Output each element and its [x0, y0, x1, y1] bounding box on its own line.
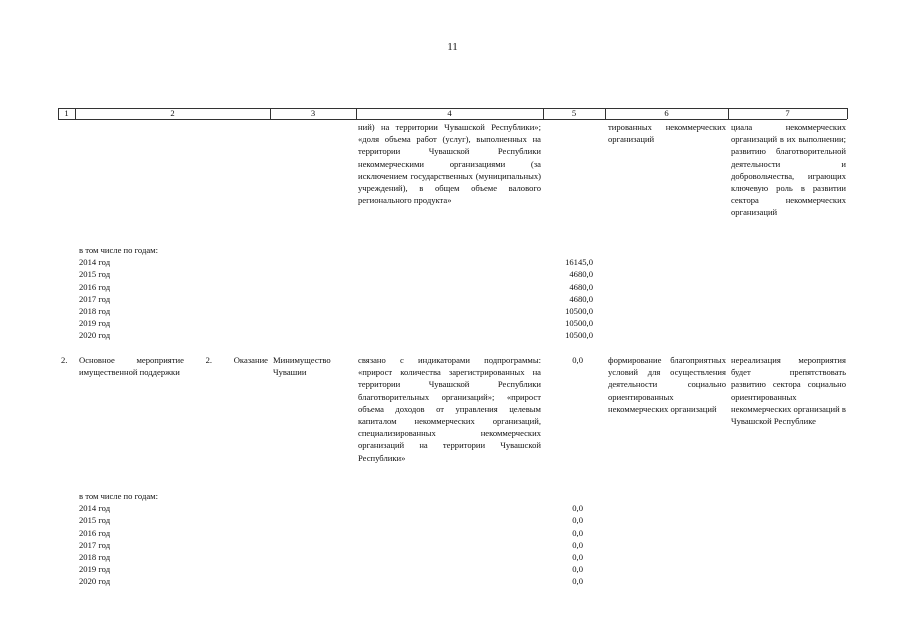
- year-label: 2018 год: [79, 552, 111, 562]
- year-value: 10500,0: [565, 306, 593, 316]
- year-label: 2016 год: [79, 281, 111, 292]
- year-value: 4680,0: [569, 293, 593, 304]
- year-label: 2017 год: [79, 539, 111, 550]
- column-number: 1: [64, 108, 69, 118]
- year-label: 2015 год: [79, 269, 111, 280]
- year-value: 10500,0: [565, 330, 593, 341]
- indicators-cell: связано с индикаторами подпрограммы: «прирост количества зарегистрированных на территории Чувашской Республики благотворительных организаций»; «прирост объема доходов от управления целевым капиталом некоммерческих организаций, специализированных некоммерческих организаций на территории Чувашской Республики»: [358, 355, 541, 463]
- risks-cell: циала некоммерческих организаций в их выполнении; развитию благотворительной деятельности и добровольчества, играющих ключевую роль в развитии сектора некоммерческих организаций: [731, 122, 846, 218]
- year-label: 2018 год: [79, 306, 111, 316]
- row-number: 2.: [61, 355, 68, 365]
- year-value: 0,0: [572, 527, 583, 538]
- risks-cell: нереализация мероприятия будет препятствовать развитию сектора социально ориентированных некоммерческих организаций в Чувашской Республике: [731, 355, 846, 427]
- year-value: 0,0: [572, 564, 583, 575]
- executor-cell: Минимущество Чувашии: [273, 355, 331, 378]
- year-label: 2017 год: [79, 293, 111, 304]
- indicators-cell: ний) на территории Чувашской Республики»; «доля объема работ (услуг), выполненных на территории Чувашской Республики некоммерческими организациями (за исключением государственных (муниципальных) учреждений), в общем объеме валового регионального продукта»: [358, 122, 541, 206]
- page-number: 11: [447, 41, 458, 53]
- year-value: 0,0: [572, 539, 583, 550]
- col-divider: [847, 108, 848, 119]
- year-label: 2020 год: [79, 576, 111, 587]
- total-value: 0,0: [572, 355, 583, 365]
- year-label: 2016 год: [79, 527, 111, 538]
- column-number-row: [58, 108, 847, 119]
- year-value: 4680,0: [569, 269, 593, 280]
- year-value: 16145,0: [565, 257, 593, 268]
- year-value: 4680,0: [569, 281, 593, 292]
- year-value: 0,0: [572, 515, 583, 526]
- year-label: 2014 год: [79, 503, 111, 514]
- by-years-label: в том числе по годам:: [79, 491, 158, 501]
- result-cell: формирование благоприятных условий для осуществления деятельности социально ориентированных некоммерческих организаций: [608, 355, 726, 414]
- column-number: 6: [664, 108, 669, 118]
- result-cell: тированных некоммерческих организаций: [608, 122, 726, 145]
- year-label: 2014 год: [79, 257, 111, 268]
- measure-name: Основное мероприятие 2. Оказание имущественной поддержки: [79, 355, 268, 378]
- year-label: 2015 год: [79, 515, 111, 526]
- year-value: 10500,0: [565, 318, 593, 329]
- by-years-label: в том числе по годам:: [79, 245, 158, 255]
- year-value: 0,0: [572, 576, 583, 587]
- year-label: 2019 год: [79, 318, 111, 329]
- year-value: 0,0: [572, 503, 583, 514]
- column-number: 4: [447, 108, 452, 118]
- column-number: 3: [310, 108, 316, 118]
- column-number: 7: [785, 108, 790, 118]
- year-label: 2020 год: [79, 330, 111, 341]
- column-number: 2: [170, 108, 175, 118]
- column-number: 5: [571, 108, 577, 118]
- header-bottom-rule: [58, 119, 847, 120]
- year-value: 0,0: [572, 552, 583, 562]
- year-label: 2019 год: [79, 564, 111, 575]
